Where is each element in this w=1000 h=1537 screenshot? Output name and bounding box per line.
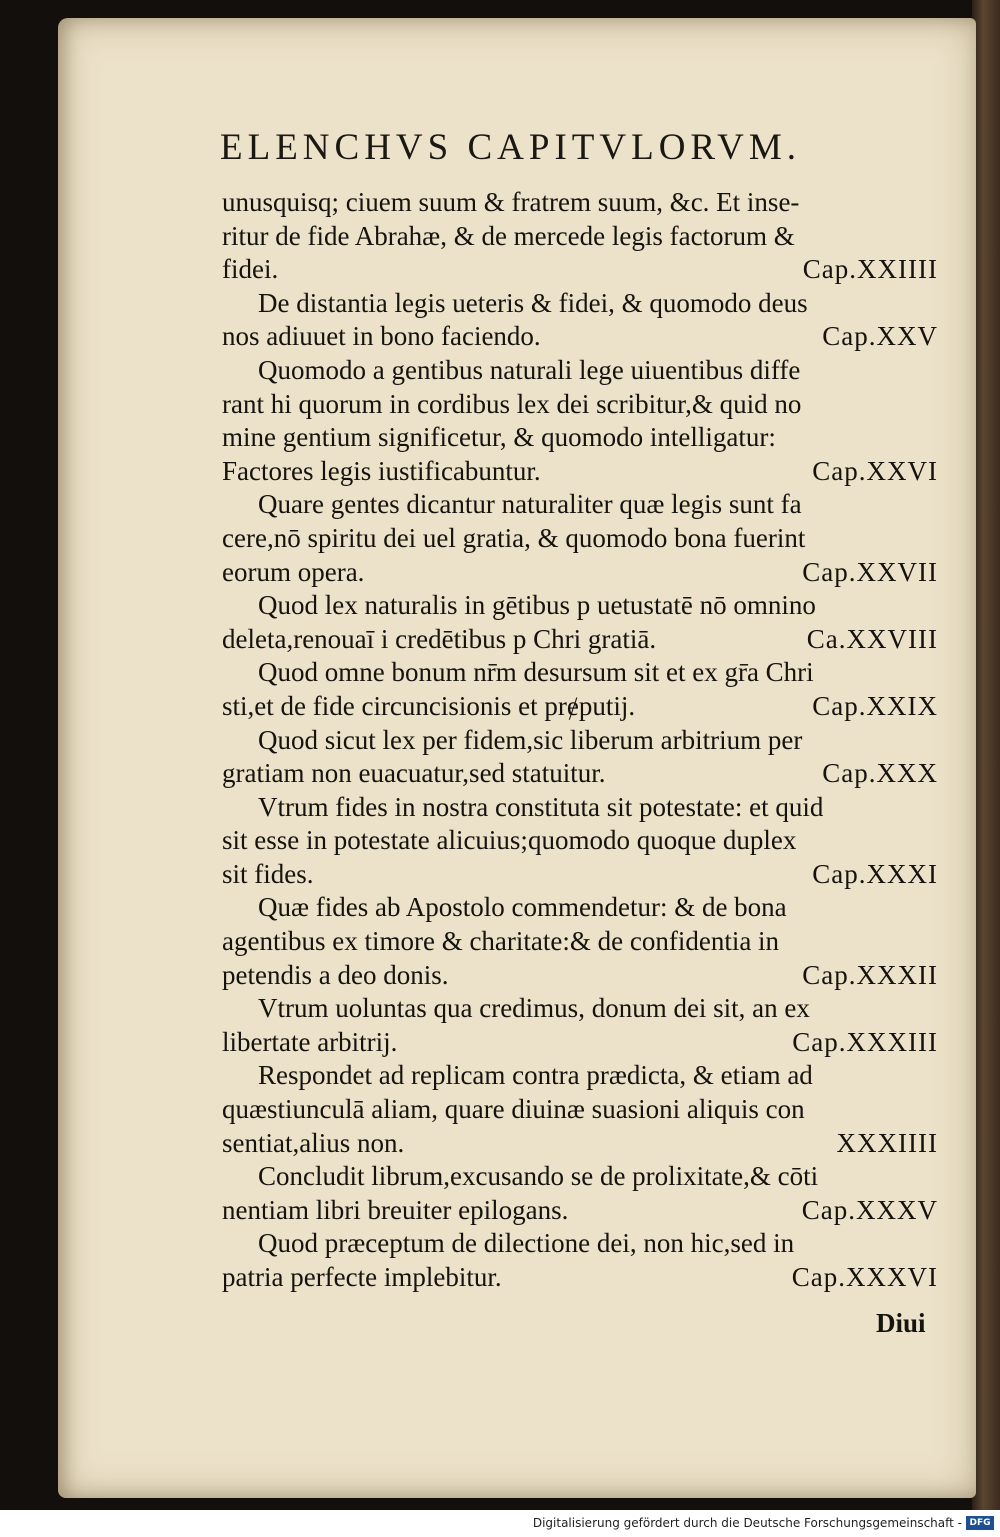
text-line bbox=[222, 287, 938, 321]
line-text: Vtrum uoluntas qua credimus, donum dei sit, an ex bbox=[258, 993, 810, 1024]
text-line bbox=[222, 556, 938, 590]
line-text: nentiam libri breuiter epilogans. bbox=[222, 1194, 569, 1225]
text-line bbox=[222, 1194, 938, 1228]
line-text: Quod lex naturalis in gētibus p uetustatē nō omnino bbox=[258, 590, 816, 621]
book-edge bbox=[972, 0, 1000, 1510]
chapter-number: Cap.XXV bbox=[822, 321, 938, 352]
line-text: ritur de fide Abrahæ, & de mercede legis factorum & bbox=[222, 220, 795, 251]
line-text: Quæ fides ab Apostolo commendetur: & de bona bbox=[258, 892, 787, 923]
text-line bbox=[222, 690, 938, 724]
text-line bbox=[222, 992, 938, 1026]
line-text: sentiat,alius non. bbox=[222, 1127, 405, 1158]
text-line bbox=[222, 791, 938, 825]
line-text: mine gentium significetur, & quomodo intelligatur: bbox=[222, 422, 776, 453]
chapter-number: XXXIIII bbox=[836, 1127, 938, 1158]
text-line bbox=[222, 186, 938, 220]
chapter-number: Cap.XXVI bbox=[812, 455, 938, 486]
line-text: deleta,renouaī i credētibus p Chri gratiā. bbox=[222, 623, 657, 654]
chapter-number: Cap.XXXII bbox=[802, 959, 938, 990]
running-head: ELENCHVS CAPITVLORVM. bbox=[220, 127, 801, 168]
line-text: Quod præceptum de dilectione dei, non hic,sed in bbox=[258, 1228, 795, 1259]
line-text: Quare gentes dicantur naturaliter quæ legis sunt fa bbox=[258, 489, 802, 520]
line-text: Quomodo a gentibus naturali lege uiuentibus diffe bbox=[258, 354, 801, 385]
text-line bbox=[222, 253, 938, 287]
line-text: sit esse in potestate alicuius;quomodo quoque duplex bbox=[222, 825, 797, 856]
text-line bbox=[222, 757, 938, 791]
text-line bbox=[222, 320, 938, 354]
line-text: Quod sicut lex per fidem,sic liberum arbitrium per bbox=[258, 724, 803, 755]
chapter-number: Cap.XXIIII bbox=[802, 254, 938, 285]
line-text: patria perfecte implebitur. bbox=[222, 1262, 502, 1292]
text-line bbox=[222, 1127, 938, 1161]
text-line bbox=[222, 1160, 938, 1194]
catchword: Diui bbox=[876, 1308, 926, 1338]
chapter-number: Cap.XXIX bbox=[812, 690, 938, 721]
text-line bbox=[222, 1227, 938, 1261]
text-line bbox=[222, 421, 938, 455]
chapter-number: Cap.XXXI bbox=[812, 858, 938, 889]
text-line bbox=[222, 858, 938, 892]
line-text: gratiam non euacuatur,sed statuitur. bbox=[222, 758, 606, 789]
chapter-number: Cap.XXX bbox=[822, 758, 938, 789]
line-text: cere,nō spiritu dei uel gratia, & quomodo bona fuerint bbox=[222, 522, 806, 553]
line-text: sti,et de fide circuncisionis et prɇputij. bbox=[222, 690, 636, 721]
line-text: Vtrum fides in nostra constituta sit potestate: et quid bbox=[258, 791, 824, 822]
text-line bbox=[222, 925, 938, 959]
text-line bbox=[222, 1261, 938, 1295]
text-line bbox=[222, 220, 938, 254]
chapter-number: Ca.XXVIII bbox=[806, 623, 938, 654]
chapter-number: Cap.XXXV bbox=[801, 1194, 938, 1225]
footer-bar bbox=[0, 1510, 1000, 1537]
text-line bbox=[222, 891, 938, 925]
text-line bbox=[222, 522, 938, 556]
text-line bbox=[222, 354, 938, 388]
line-text: rant hi quorum in cordibus lex dei scribitur,& quid no bbox=[222, 388, 802, 419]
dfg-logo-icon: DFG bbox=[966, 1516, 994, 1530]
line-text: petendis a deo donis. bbox=[222, 959, 449, 990]
text-line bbox=[222, 724, 938, 758]
line-text: fidei. bbox=[222, 254, 279, 285]
text-line bbox=[222, 1059, 938, 1093]
text-line bbox=[222, 455, 938, 489]
chapter-number: Cap.XXXVI bbox=[791, 1262, 938, 1292]
line-text: Concludit librum,excusando se de prolixitate,& cōti bbox=[258, 1161, 819, 1192]
footer-credit: Digitalisierung gefördert durch die Deutsche Forschungsgemeinschaft - bbox=[532, 1516, 962, 1530]
chapter-list bbox=[222, 186, 938, 1295]
line-text: Quod omne bonum nr̄m desursum sit et ex gr̄a Chri bbox=[258, 657, 814, 688]
line-text: Factores legis iustificabuntur. bbox=[222, 455, 541, 486]
line-text: quæstiunculā aliam, quare diuinæ suasioni aliquis con bbox=[222, 1094, 805, 1125]
text-line bbox=[222, 656, 938, 690]
line-text: libertate arbitrij. bbox=[222, 1026, 398, 1057]
line-text: Respondet ad replicam contra prædicta, & etiam ad bbox=[258, 1060, 813, 1091]
line-text: nos adiuuet in bono faciendo. bbox=[222, 321, 541, 352]
line-text: unusquisq; ciuem suum & fratrem suum, &c. Et inse- bbox=[222, 187, 800, 217]
line-text: De distantia legis ueteris & fidei, & quomodo deus bbox=[258, 287, 808, 318]
text-line bbox=[222, 623, 938, 657]
text-line bbox=[222, 959, 938, 993]
text-line bbox=[222, 1093, 938, 1127]
text-line bbox=[222, 589, 938, 623]
chapter-number: Cap.XXXIII bbox=[792, 1026, 938, 1057]
chapter-number: Cap.XXVII bbox=[802, 556, 938, 587]
line-text: sit fides. bbox=[222, 858, 314, 889]
line-text: eorum opera. bbox=[222, 556, 365, 587]
text-line bbox=[222, 824, 938, 858]
text-line bbox=[222, 488, 938, 522]
line-text: agentibus ex timore & charitate:& de confidentia in bbox=[222, 926, 780, 957]
text-line bbox=[222, 388, 938, 422]
text-line bbox=[222, 1026, 938, 1060]
